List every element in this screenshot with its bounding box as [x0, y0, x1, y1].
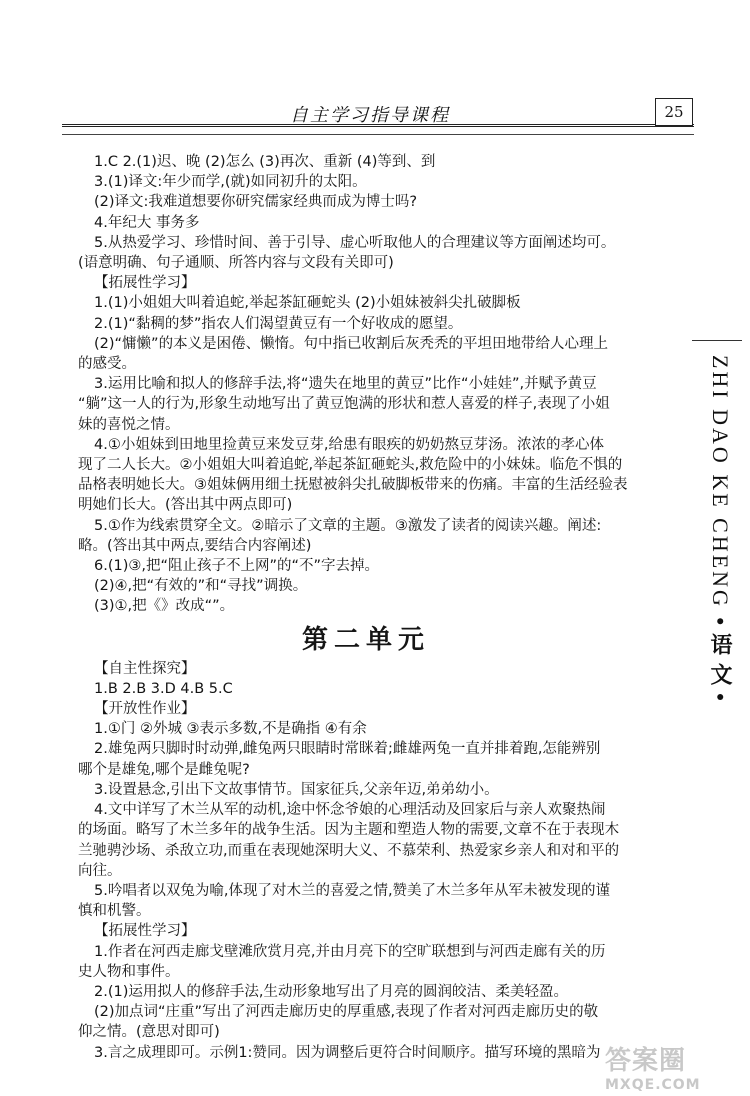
answer-line: 5.①作为线索贯穿全文。②暗示了文章的主题。③激发了读者的阅读兴趣。阐述: — [94, 517, 602, 534]
section-title: 第二单元 — [301, 624, 430, 655]
answer-line: 哪个是雄兔,哪个是雌兔呢? — [78, 761, 250, 778]
answer-line: 的感受。 — [78, 356, 136, 373]
answer-line: 兰驰骋沙场、杀敌立功,而重在表现她深明大义、不慕荣利、热爱家乡亲人和对和平的 — [78, 842, 620, 859]
answer-line: 3.运用比喻和拟人的修辞手法,将“遗失在地里的黄豆”比作“小娃娃”,并赋予黄豆 — [94, 376, 597, 393]
answer-line: 【开放性作业】 — [94, 701, 196, 718]
answer-line: 5.从热爱学习、珍惜时间、善于引导、虚心听取他人的合理建议等方面阐述均可。 — [94, 234, 616, 251]
answer-line: 5.吟唱者以双兔为喻,体现了对木兰的喜爱之情,赞美了木兰多年从军未被发现的谨 — [94, 882, 611, 899]
sidebar-brand-text: ZHI DAO KE CHENG — [708, 355, 733, 609]
answer-line: 品格表明她长大。③姐妹俩用细土抚慰被斜尖扎破脚板带来的伤痛。丰富的生活经验表 — [78, 477, 628, 494]
answer-line: 4.年纪大 事务多 — [94, 214, 200, 231]
answer-line: 妹的喜悦之情。 — [78, 416, 180, 433]
watermark-url: MXQE.COM — [605, 1077, 701, 1093]
answer-line: 1.①门 ②外城 ③表示多数,不是确指 ④有余 — [94, 721, 367, 738]
answer-line: (2)④,把“有效的”和“寻找”调换。 — [94, 578, 308, 595]
page-header-title: 自主学习指导课程 — [290, 105, 450, 126]
answer-line: (2)译文:我难道想要你研究儒家经典而成为博士吗? — [94, 194, 418, 211]
answer-line: 2.(1)运用拟人的修辞手法,生动形象地写出了月亮的圆润皎洁、柔美轻盈。 — [94, 983, 568, 1000]
answer-line: 1.作者在河西走廊戈壁滩欣赏月亮,并由月亮下的空旷联想到与河西走廊有关的历 — [94, 943, 606, 960]
answer-line: 1.C 2.(1)迟、晚 (2)怎么 (3)再次、重新 (4)等到、到 — [94, 154, 436, 170]
sidebar-rule — [692, 340, 742, 341]
answer-line: 2.(1)“黏稠的梦”指农人们渴望黄豆有一个好收成的愿望。 — [94, 315, 463, 332]
answer-line: 3.设置悬念,引出下文故事情节。国家征兵,父亲年迈,弟弟幼小。 — [94, 781, 499, 798]
answer-line: 史人物和事件。 — [78, 963, 180, 980]
answer-line: (2)加点词“庄重”写出了河西走廊历史的厚重感,表现了作者对河西走廊历史的敬 — [94, 1004, 599, 1021]
sidebar-subject: •语文• — [708, 617, 733, 709]
answer-line: 【拓展性学习】 — [94, 923, 196, 940]
header-rule — [62, 124, 694, 135]
watermark-logo: 答案圈 — [605, 1046, 687, 1076]
answer-content — [78, 152, 654, 1063]
answer-line: “躺”这一人的行为,形象生动地写出了黄豆饱满的形状和惹人喜爱的样子,表现了小姐 — [78, 396, 610, 413]
answer-line: 4.文中详写了木兰从军的动机,途中怀念爷娘的心理活动及回家后与亲人欢聚热闹 — [94, 802, 606, 819]
answer-line: 略。(答出其中两点,要结合内容阐述) — [78, 537, 312, 554]
answer-line: 3.言之成理即可。示例1:赞同。因为调整后更符合时间顺序。描写环境的黑暗为 — [94, 1044, 601, 1061]
answer-line: 【拓展性学习】 — [94, 275, 196, 292]
answer-line: 2.雄兔两只脚时时动弹,雌兔两只眼睛时常眯着;雌雄两兔一直并排着跑,怎能辨别 — [94, 741, 601, 758]
answer-line: (3)①,把《》改成“”。 — [94, 598, 235, 615]
sidebar-brand — [696, 355, 736, 775]
answer-line: (2)“慵懒”的本义是困倦、懒惰。句中指已收割后灰秃秃的平坦田地带给人心理上 — [94, 335, 609, 352]
answer-line: 仰之情。(意思对即可) — [78, 1024, 220, 1041]
answer-line: 的场面。略写了木兰多年的战争生活。因为主题和塑造人物的需要,文章不在于表现木 — [78, 822, 620, 839]
answer-line: 明她们长大。(答出其中两点即可) — [78, 497, 293, 514]
answer-line: 6.(1)③,把“阻止孩子不上网”的“不”字去掉。 — [94, 558, 380, 575]
answer-line: 3.(1)译文:年少而学,(就)如同初升的太阳。 — [94, 174, 367, 191]
answer-line: 现了二人长大。②小姐姐大叫着追蛇,举起茶缸砸蛇头,救危险中的小妹妹。临危不惧的 — [78, 457, 623, 474]
answer-line: 慎和机警。 — [78, 903, 151, 920]
answer-line: 1.B 2.B 3.D 4.B 5.C — [94, 680, 233, 697]
answer-line: (语意明确、句子通顺、所答内容与文段有关即可) — [78, 255, 394, 272]
page-number: 25 — [655, 98, 693, 126]
watermark — [605, 1040, 745, 1093]
answer-line: 【自主性探究】 — [94, 660, 196, 677]
answer-line: 向往。 — [78, 862, 122, 879]
answer-line: 4.①小姐妹到田地里捡黄豆来发豆芽,给患有眼疾的奶奶熬豆芽汤。浓浓的孝心体 — [94, 436, 604, 453]
answer-line: 1.(1)小姐姐大叫着追蛇,举起茶缸砸蛇头 (2)小姐妹被斜尖扎破脚板 — [94, 295, 521, 312]
